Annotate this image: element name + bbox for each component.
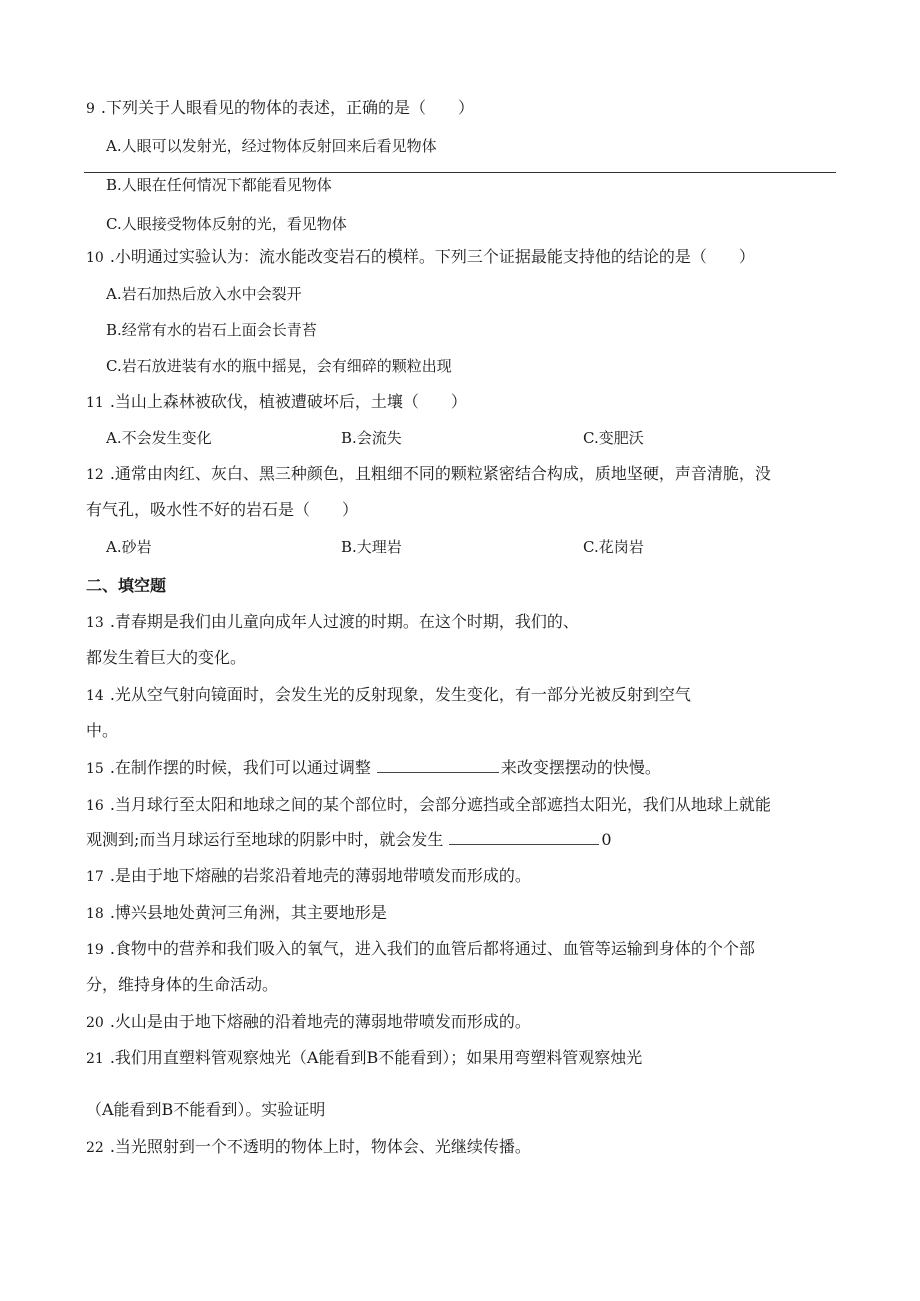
question-21 [86, 1048, 642, 1069]
question-text: .博兴县地处黄河三角洲，其主要地形是 [109, 903, 387, 922]
question-stem: .下列关于人眼看见的物体的表述，正确的是（ [100, 98, 427, 117]
question-13 [86, 612, 579, 633]
question-text: .当光照射到一个不透明的物体上时，物体会、光继续传播。 [109, 1137, 531, 1156]
option-a: A.不会发生变化 [106, 429, 212, 447]
question-number: 22 [86, 1140, 104, 1156]
question-number: 18 [86, 906, 104, 922]
question-number: 21 [86, 1051, 104, 1067]
question-text: .是由于地下熔融的岩浆沿着地壳的薄弱地带喷发而形成的。 [109, 866, 531, 885]
question-14 [86, 685, 691, 706]
question-text: .当月球行至太阳和地球之间的某个部位时，会部分遮挡或全部遮挡太阳光，我们从地球上就能 [109, 795, 771, 814]
question-12 [86, 464, 771, 485]
option-b: B.会流失 [341, 429, 402, 447]
question-number: 11 [86, 395, 104, 411]
question-number: 15 [86, 761, 104, 777]
question-number: 10 [86, 250, 104, 266]
question-17 [86, 866, 531, 887]
question-15 [86, 758, 661, 779]
question-9 [86, 98, 474, 119]
question-stem: .通常由肉红、灰白、黑三种颜色，且粗细不同的颗粒紧密结合构成，质地坚硬，声音清脆，没 [109, 464, 771, 483]
question-number: 13 [86, 615, 104, 631]
question-text: .我们用直塑料管观察烛光（A能看到B不能看到）；如果用弯塑料管观察烛光 [109, 1048, 643, 1067]
option-b: B.人眼在任何情况下都能看见物体 [106, 176, 332, 194]
question-text: .光从空气射向镜面时，会发生光的反射现象，发生变化，有一部分光被反射到空气 [109, 685, 691, 704]
section-heading: 二、填空题 [86, 576, 167, 595]
question-19 [86, 939, 755, 960]
option-b: B.经常有水的岩石上面会长青苔 [106, 321, 317, 339]
question-20 [86, 1012, 531, 1033]
close-paren: ） [738, 247, 755, 266]
question-number: 14 [86, 688, 104, 704]
question-19-cont: 分，维持身体的生命活动。 [86, 975, 279, 994]
question-number: 20 [86, 1015, 104, 1031]
option-c: C.变肥沃 [583, 429, 644, 447]
question-text: .食物中的营养和我们吸入的氧气，进入我们的血管后都将通过、血管等运输到身体的个个部 [109, 939, 755, 958]
question-text-end: 来改变摆摆动的快慢。 [500, 758, 661, 777]
option-c: C.人眼接受物体反射的光，看见物体 [106, 215, 347, 233]
close-paren: ） [458, 98, 475, 117]
question-11 [86, 392, 467, 413]
question-stem-cont: 有气孔，吸水性不好的岩石是（ [86, 500, 311, 519]
close-paren: ） [450, 392, 467, 411]
question-text: .火山是由于地下熔融的沿着地壳的薄弱地带喷发而形成的。 [109, 1012, 531, 1031]
divider-line [84, 172, 836, 173]
question-16-cont [86, 830, 612, 850]
question-16 [86, 795, 771, 816]
question-stem: .当山上森林被砍伐，植被遭破坏后，土壤（ [109, 392, 419, 411]
question-10 [86, 247, 755, 268]
question-22 [86, 1137, 531, 1158]
option-c: C.花岗岩 [583, 538, 644, 556]
question-number: 19 [86, 942, 104, 958]
question-number: 12 [86, 467, 104, 483]
option-b: B.大理岩 [341, 538, 402, 556]
question-stem: .小明通过实验认为：流水能改变岩石的模样。下列三个证据最能支持他的结论的是（ [109, 247, 707, 266]
answer-blank[interactable] [449, 830, 599, 845]
answer-blank[interactable] [377, 758, 499, 773]
option-c: C.岩石放进装有水的瓶中摇晃，会有细碎的颗粒出现 [106, 357, 452, 375]
question-18 [86, 903, 387, 924]
question-text: .在制作摆的时候，我们可以通过调整 [109, 758, 371, 777]
question-text: .青春期是我们由儿童向成年人过渡的时期。在这个时期，我们的、 [109, 612, 579, 631]
option-a: A.人眼可以发射光，经过物体反射回来后看见物体 [106, 137, 437, 155]
question-number: 16 [86, 798, 104, 814]
question-number: 9 [86, 101, 95, 117]
close-paren: ） [342, 500, 359, 519]
question-number: 17 [86, 869, 104, 885]
question-13-cont: 都发生着巨大的变化。 [86, 648, 247, 667]
question-text-end: 0 [601, 830, 612, 849]
question-text-cont: 观测到;而当月球运行至地球的阴影中时，就会发生 [86, 830, 444, 849]
option-a: A.砂岩 [106, 538, 152, 556]
question-12-cont [86, 500, 358, 520]
question-21-cont: （A能看到B不能看到）。实验证明 [86, 1100, 326, 1119]
question-14-cont: 中。 [86, 721, 119, 740]
option-a: A.岩石加热后放入水中会裂开 [106, 285, 302, 303]
